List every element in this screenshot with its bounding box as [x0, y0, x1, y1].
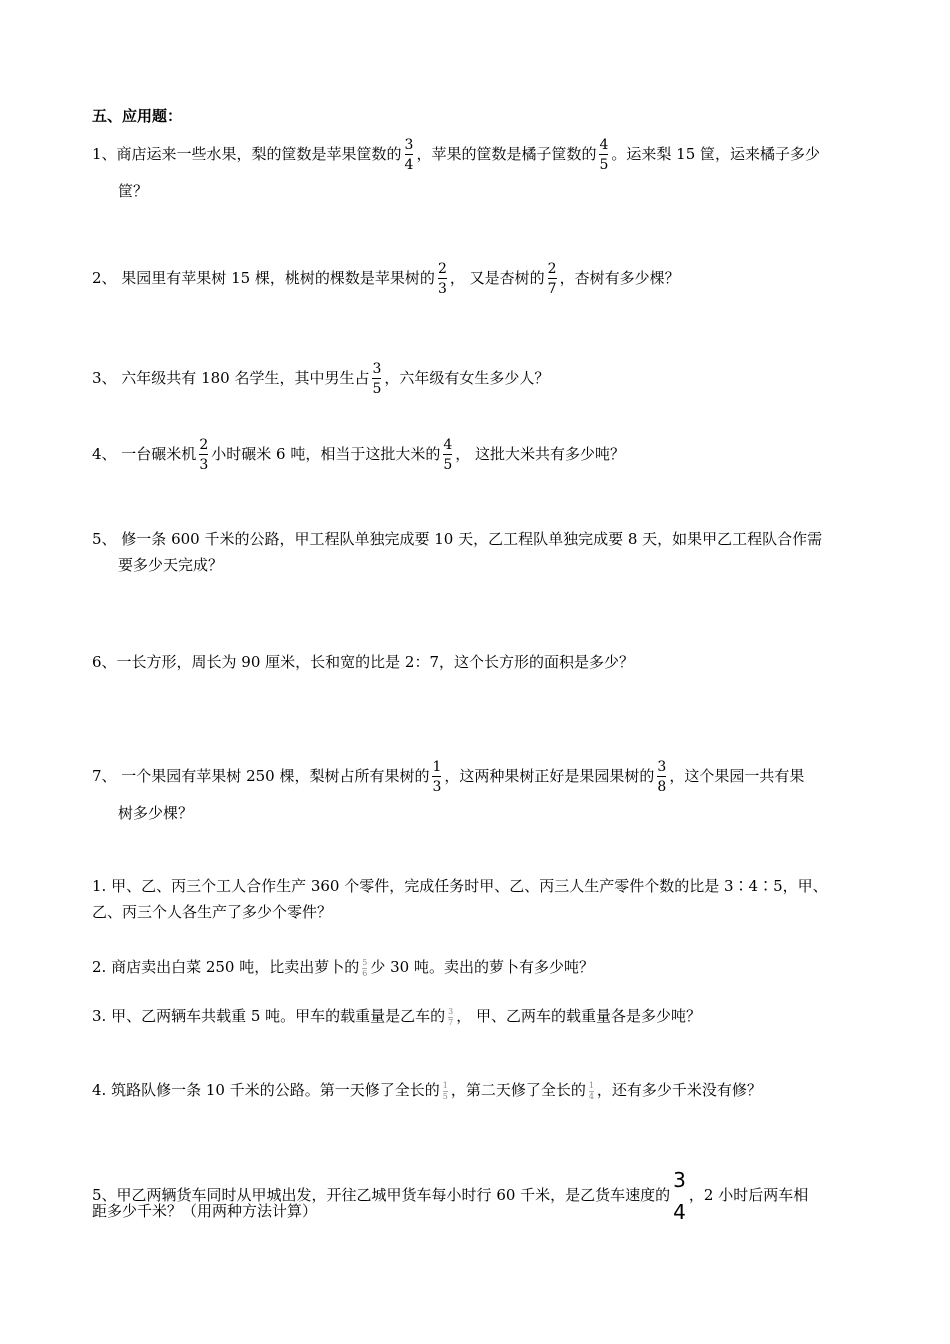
fraction: 3 4 [673, 1168, 686, 1224]
problem-1-cont: 筐？ [118, 182, 149, 200]
problem-3: 3、 六年级共有 180 名学生，其中男生占 $\frac{3}{5}$ ，六年级有女生多少人？ [92, 361, 550, 397]
problem-2: 2、 果园里有苹果树 15 棵，桃树的棵数是苹果树的 $\frac{2}{3}$ ， 又是杏树的 $\frac{2}{7}$ ，杏树有多少棵？ [92, 261, 680, 297]
fraction: $\frac{3}{7}$ [448, 1006, 454, 1027]
problem-1: 1、商店运来一些水果，梨的筐数是苹果筐数的 $\frac{3}{4}$ ，苹果的筐数是橘子筐数的 $\frac{4}{5}$ 。运来梨 15 筐，运来橘子多少 [92, 137, 821, 173]
problem-b1-cont: 乙、丙三个人各生产了多少个零件？ [92, 903, 333, 921]
fraction: $\frac{2}{7}$ [547, 261, 557, 297]
problem-7: 7、 一个果园有苹果树 250 棵，梨树占所有果树的 $\frac{1}{3}$ ，这两种果树正好是果园果树的 $\frac{3}{8}$ ，这个果园一共有果 [92, 759, 805, 795]
problem-b3: 3. 甲、乙两辆车共载重 5 吨。甲车的载重量是乙车的 $\frac{3}{7}$ ， 甲、乙两车的载重量各是多少吨？ [92, 1006, 702, 1027]
fraction: $\frac{1}{4}$ [588, 1080, 594, 1101]
problem-b1: 1. 甲、乙、丙三个工人合作生产 360 个零件，完成任务时甲、乙、丙三人生产零件个数的比是 3∶4∶5，甲、 [92, 877, 828, 895]
problem-4: 4、 一台碾米机 $\frac{2}{3}$ 小时碾米 6 吨，相当于这批大米的 $\frac{4}{5}$ ， 这批大米共有多少吨？ [92, 437, 626, 473]
problem-5: 5、 修一条 600 千米的公路，甲工程队单独完成要 10 天，乙工程队单独完成要 8 天，如果甲乙工程队合作需 [92, 530, 823, 548]
fraction: $\frac{3}{8}$ [657, 759, 667, 795]
fraction: $\frac{4}{5}$ [599, 137, 609, 173]
problem-5-cont: 要多少天完成？ [118, 556, 224, 574]
fraction: $\frac{4}{5}$ [443, 437, 453, 473]
fraction: $\frac{5}{6}$ [362, 957, 368, 978]
problem-b4: 4. 筑路队修一条 10 千米的公路。第一天修了全长的 $\frac{1}{5}$ ，第二天修了全长的 $\frac{1}{4}$ ，还有多少千米没有修？ [92, 1080, 762, 1101]
problem-6: 6、一长方形，周长为 90 厘米，长和宽的比是 2：7，这个长方形的面积是多少？ [92, 653, 635, 671]
fraction: $\frac{2}{3}$ [437, 261, 447, 297]
problem-b5-cont: 距多少千米？（用两种方法计算） [92, 1202, 318, 1220]
problem-7-cont: 树多少棵？ [118, 804, 194, 822]
section-heading: 五、应用题： [92, 107, 183, 125]
fraction: $\frac{1}{5}$ [442, 1080, 448, 1101]
problem-b5: 5、甲乙两辆货车同时从甲城出发，开往乙城甲货车每小时行 60 千米，是乙货车速度的 3 4 ，2 小时后两车相 [92, 1168, 809, 1224]
fraction: $\frac{3}{4}$ [404, 137, 414, 173]
problem-b2: 2. 商店卖出白菜 250 吨，比卖出萝卜的 $\frac{5}{6}$ 少 30 吨。卖出的萝卜有多少吨？ [92, 957, 594, 978]
fraction: $\frac{1}{3}$ [432, 759, 442, 795]
fraction: $\frac{3}{5}$ [372, 361, 382, 397]
fraction: $\frac{2}{3}$ [199, 437, 209, 473]
